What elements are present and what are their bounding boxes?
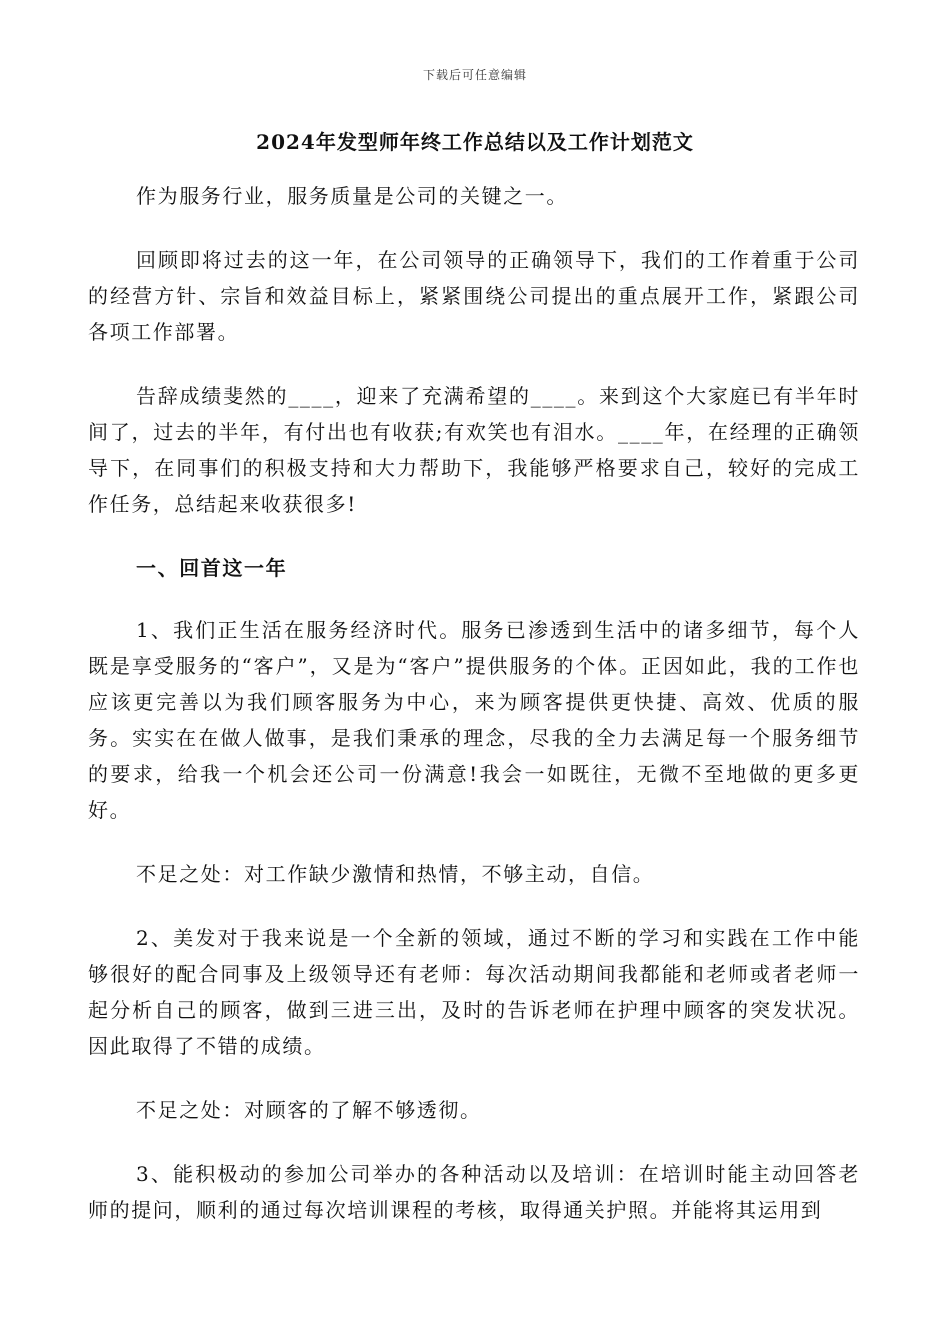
paragraph: 不足之处：对工作缺少激情和热情，不够主动，自信。 — [136, 862, 655, 886]
paragraph: 告辞成绩斐然的____，迎来了充满希望的____。来到这个大家庭已有半年时间了，过去的半年，有付出也有收获;有欢笑也有泪水。____年，在经理的正确领导下，在同事们的积极支持和大力帮助下，我能够严格要求自己，较好的完成工作任务，总结起来收获很多! — [88, 384, 860, 516]
paragraph: 1、我们正生活在服务经济时代。服务已渗透到生活中的诸多细节，每个人既是享受服务的“客户”，又是为“客户”提供服务的个体。正因如此，我的工作也应该更完善以为我们顾客服务为中心，来为顾客提供更快捷、高效、优质的服务。实实在在做人做事，是我们秉承的理念，尽我的全力去满足每一个服务细节的要求，给我一个机会还公司一份满意!我会一如既往，无微不至地做的更多更好。 — [88, 618, 860, 822]
header-note: 下载后可任意编辑 — [422, 68, 527, 82]
paragraph: 2、美发对于我来说是一个全新的领域，通过不断的学习和实践在工作中能够很好的配合同事及上级领导还有老师：每次活动期间我都能和老师或者老师一起分析自己的顾客，做到三进三出，及时的告诉老师在护理中顾客的突发状况。因此取得了不错的成绩。 — [88, 926, 860, 1058]
document-body — [88, 178, 860, 1256]
section-heading: 一、回首这一年 — [136, 556, 288, 580]
document-title: 2024年发型师年终工作总结以及工作计划范文 — [256, 130, 694, 154]
paragraph: 回顾即将过去的这一年，在公司领导的正确领导下，我们的工作着重于公司的经营方针、宗旨和效益目标上，紧紧围绕公司提出的重点展开工作，紧跟公司各项工作部署。 — [88, 248, 860, 344]
paragraph: 不足之处：对顾客的了解不够透彻。 — [136, 1098, 482, 1122]
paragraph: 3、能积极动的参加公司举办的各种活动以及培训：在培训时能主动回答老师的提问，顺利的通过每次培训课程的考核，取得通关护照。并能将其运用到 — [88, 1162, 860, 1222]
paragraph: 作为服务行业，服务质量是公司的关键之一。 — [136, 184, 568, 208]
